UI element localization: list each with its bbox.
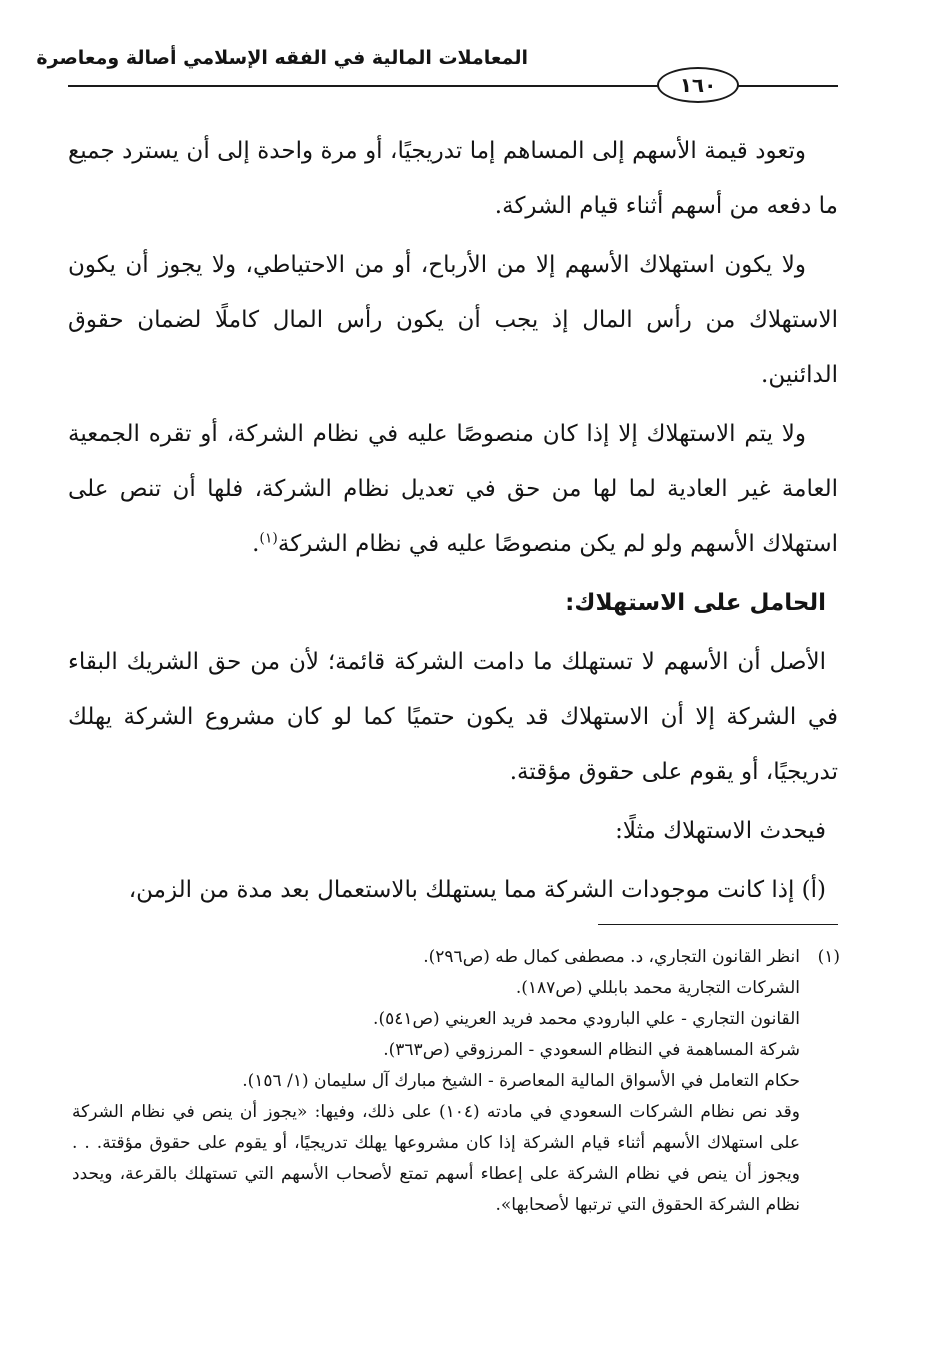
footnote-citation: شركة المساهمة في النظام السعودي - المرزوقي (ص٣٦٣).: [383, 1040, 800, 1060]
paragraph-2: ولا يكون استهلاك الأسهم إلا من الأرباح، أو من الاحتياطي، ولا يجوز أن يكون الاستهلاك من رأس المال إذ يجب أن يكون رأس المال كاملًا لضمان حقوق الدائنين.: [68, 252, 838, 388]
paragraph-1: وتعود قيمة الأسهم إلى المساهم إما تدريجيًا، أو مرة واحدة إلى أن يسترد جميع ما دفعه من أسهم أثناء قيام الشركة.: [68, 138, 838, 219]
footnote-citation: القانون التجاري - علي البارودي محمد فريد العريني (ص٥٤١).: [373, 1009, 800, 1029]
list-item-a: (أ) إذا كانت موجودات الشركة مما يستهلك بالاستعمال بعد مدة من الزمن،: [128, 877, 826, 903]
footnote-1: [72, 942, 840, 1221]
paragraph-3-period: .: [252, 531, 260, 557]
footnote-reference: (١): [259, 530, 278, 547]
main-text: [68, 124, 838, 922]
footnote-separator: [598, 924, 838, 925]
footnotes: [72, 942, 840, 1221]
paragraph-3-text: ولا يتم الاستهلاك إلا إذا كان منصوصًا عليه في نظام الشركة، أو تقره الجمعية العامة غير العادية لما لها من حق في تعديل نظام الشركة، فلها أن تنص على استهلاك الأسهم ولو لم يكن منصوصًا عليه في نظام الشركة: [68, 421, 838, 557]
footnote-citation: انظر القانون التجاري، د. مصطفى كمال طه (ص٢٩٦).: [423, 947, 800, 967]
paragraph-3: [68, 407, 838, 572]
paragraph-4: الأصل أن الأسهم لا تستهلك ما دامت الشركة قائمة؛ لأن من حق الشريك البقاء في الشركة إلا أن الاستهلاك قد يكون حتميًا كما لو كان مشروع الشركة يهلك تدريجيًا، أو يقوم على حقوق مؤقتة.: [68, 649, 838, 785]
running-title: المعاملات المالية في الفقه الإسلامي أصالة ومعاصرة: [36, 47, 528, 69]
sub-heading: فيحدث الاستهلاك مثلًا:: [615, 818, 826, 844]
section-heading: الحامل على الاستهلاك:: [565, 590, 826, 616]
footnote-lines: [72, 942, 800, 1221]
footnote-quote-paragraph: وقد نص نظام الشركات السعودي في مادته (١٠٤) على ذلك، وفيها: «يجوز أن ينص في نظام الشركة على استهلاك الأسهم أثناء قيام الشركة إذا كان مشروعها يهلك تدريجيًا، أو يقوم على حقوق مؤقتة. . . ويجوز أن ينص في نظام الشركة على إعطاء أسهم تمتع لأصحاب الأسهم التي تستهلك بالقرعة، ويحدد نظام الشركة الحقوق التي ترتبها لأصحابها».: [72, 1102, 800, 1215]
page-number: ١٦٠: [657, 67, 739, 103]
footnote-citation: حكام التعامل في الأسواق المالية المعاصرة - الشيخ مبارك آل سليمان (١/ ١٥٦).: [242, 1071, 800, 1091]
footnote-citation: الشركات التجارية محمد بابللي (ص١٨٧).: [515, 978, 800, 998]
footnote-marker: (١): [817, 947, 840, 967]
